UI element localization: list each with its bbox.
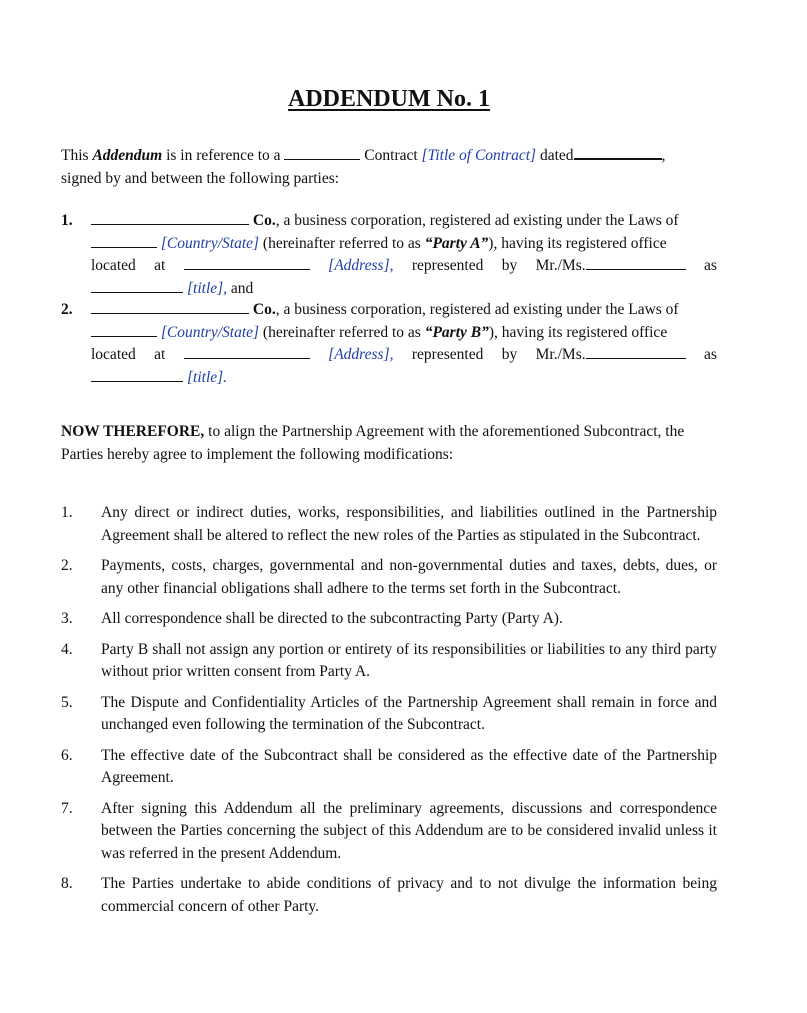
modifications-list [61, 502, 717, 926]
country-state-placeholder[interactable]: [Country/State] [160, 234, 260, 252]
representative-blank[interactable] [586, 344, 686, 359]
title-placeholder[interactable]: [title], [187, 279, 228, 297]
co-label: Co. [252, 301, 276, 318]
item-number: 2. [61, 557, 73, 574]
item-number: 3. [61, 610, 73, 627]
party-b-name: “Party B” [424, 323, 489, 341]
clause-text: (hereinafter referred to as [259, 323, 425, 341]
contract-blank-field[interactable] [284, 145, 360, 160]
list-item [61, 692, 717, 737]
clause-text: as [704, 257, 717, 274]
company-name-blank[interactable] [91, 210, 249, 225]
country-blank[interactable] [91, 322, 157, 337]
company-name-blank[interactable] [91, 299, 249, 314]
party-number: 2. [61, 301, 73, 318]
clause-text: as [704, 346, 717, 363]
clause-text: Mr./Ms. [535, 346, 586, 363]
title-of-contract-placeholder[interactable]: [Title of Contract] [421, 147, 537, 164]
clause-text: at [154, 346, 166, 363]
party-a-clause [61, 210, 717, 300]
clause-text: by [501, 257, 518, 274]
list-item [61, 745, 717, 790]
intro-text: is in reference to a [162, 147, 285, 164]
title-blank[interactable] [91, 367, 183, 382]
list-item [61, 502, 717, 547]
country-blank[interactable] [91, 233, 157, 248]
list-item [61, 608, 717, 631]
party-b-clause [61, 299, 717, 389]
co-label: Co. [252, 212, 276, 229]
item-number: 6. [61, 746, 73, 764]
clause-text: ), having its registered office [488, 234, 667, 252]
clause-text: ), having its registered office [488, 323, 668, 341]
title-placeholder[interactable]: [title]. [187, 368, 228, 386]
clause-text: and [227, 279, 254, 297]
document-title: ADDENDUM No. 1 [288, 86, 490, 112]
title-blank[interactable] [91, 278, 183, 293]
intro-text: dated [536, 147, 574, 164]
clause-text: , a business corporation, registered ad existing under the Laws of [275, 212, 679, 229]
item-text: All correspondence shall be directed to the subcontracting Party (Party A). [101, 610, 563, 627]
item-text: The Dispute and Confidentiality Articles of the Partnership Agreement shall remain in force and unchanged even following the termination of the Subcontract. [101, 693, 717, 733]
item-text: After signing this Addendum all the preliminary agreements, discussions and correspondence between the Parties concerning the subject of this Addendum are to be considered invalid unless it was referred in the present Addendum. [101, 799, 717, 862]
clause-text: located [91, 257, 136, 274]
now-therefore-text: to align the Partnership Agreement with the aforementioned Subcontract, the Parties hereby agree to implement the following modifications: [61, 423, 685, 463]
intro-text: , [661, 147, 666, 164]
clause-text: (hereinafter referred to as [259, 234, 425, 252]
address-placeholder[interactable]: [Address], [328, 257, 394, 274]
date-blank-field[interactable] [574, 144, 662, 160]
item-number: 4. [61, 640, 73, 658]
item-number: 5. [61, 693, 73, 711]
clause-text: represented [411, 346, 484, 363]
intro-line-2: signed by and between the following parties: [61, 170, 340, 187]
clause-text: represented [411, 257, 484, 274]
address-blank[interactable] [184, 255, 310, 270]
address-blank[interactable] [184, 344, 310, 359]
item-number: 8. [61, 875, 73, 892]
party-a-name: “Party A” [424, 234, 489, 252]
list-item [61, 873, 717, 918]
clause-text: located [91, 346, 136, 363]
clause-text: , a business corporation, registered ad existing under the Laws of [275, 301, 679, 318]
addendum-word: Addendum [92, 147, 163, 164]
clause-text: by [501, 346, 518, 363]
item-number: 1. [61, 504, 73, 521]
item-number: 7. [61, 799, 73, 817]
item-text: The Parties undertake to abide conditions of privacy and to not divulge the information being commercial concern of other Party. [101, 875, 717, 915]
intro-text: This [61, 147, 93, 164]
item-text: Payments, costs, charges, governmental and non-governmental duties and taxes, debts, dues, or any other financial obligations shall adhere to the terms set forth in the Subcontract. [101, 557, 717, 597]
clause-text: Mr./Ms. [535, 257, 586, 274]
representative-blank[interactable] [586, 255, 686, 270]
clause-text: at [154, 257, 166, 274]
intro-paragraph [61, 144, 717, 190]
address-placeholder[interactable]: [Address], [328, 346, 394, 363]
item-text: Any direct or indirect duties, works, responsibilities, and liabilities outlined in the Partnership Agreement shall be altered to reflect the new roles of the Parties as stipulated in the Subcontract. [101, 504, 717, 544]
list-item [61, 798, 717, 866]
intro-text: Contract [360, 147, 422, 164]
list-item [61, 639, 717, 684]
party-number: 1. [61, 212, 73, 229]
country-state-placeholder[interactable]: [Country/State] [160, 323, 260, 341]
item-text: Party B shall not assign any portion or entirety of its responsibilities or liabilities to any third party without prior written consent from Party A. [101, 640, 717, 680]
item-text: The effective date of the Subcontract shall be considered as the effective date of the Partnership Agreement. [101, 746, 717, 786]
now-therefore-label: NOW THEREFORE, [61, 423, 205, 440]
list-item [61, 555, 717, 600]
now-therefore-paragraph [61, 420, 717, 466]
